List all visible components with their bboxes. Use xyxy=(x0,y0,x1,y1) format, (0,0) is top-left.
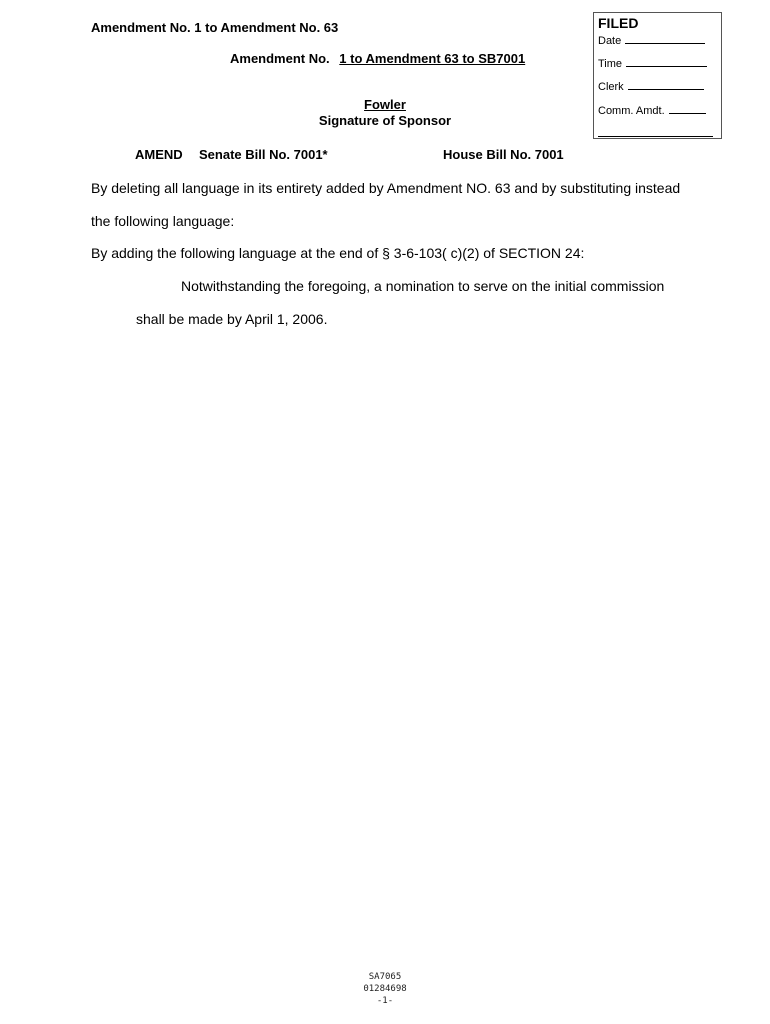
body-paragraph-2: By adding the following language at the end of § 3-6-103( c)(2) of SECTION 24: xyxy=(91,245,585,261)
inserted-text-line-1: Notwithstanding the foregoing, a nomination to serve on the initial commission xyxy=(181,278,665,294)
footer-number: 01284698 xyxy=(363,984,407,994)
senate-bill-number: Senate Bill No. 7001* xyxy=(199,147,328,162)
filed-date-row xyxy=(598,34,705,48)
sponsor-name: Fowler xyxy=(364,97,406,112)
filed-clerk-line xyxy=(628,80,704,90)
filed-signature-line xyxy=(598,136,713,137)
footer-code: SA7065 xyxy=(368,972,402,982)
filed-clerk-label: Clerk xyxy=(598,81,624,93)
filed-comm-amdt-line xyxy=(669,104,706,114)
filed-date-label: Date xyxy=(598,35,622,47)
sponsor-caption: Signature of Sponsor xyxy=(318,113,452,128)
body-paragraph-1-line-2: the following language: xyxy=(91,213,235,229)
filed-title: FILED xyxy=(598,15,639,31)
amendment-title: Amendment No. 1 to Amendment No. 63 xyxy=(91,20,339,35)
filed-date-line xyxy=(625,34,705,44)
filed-stamp xyxy=(593,12,722,139)
filed-clerk-row xyxy=(598,80,704,94)
body-paragraph-1-line-1: By deleting all language in its entirety added by Amendment NO. 63 and by substituting instead xyxy=(91,180,681,196)
footer-page-number: -1- xyxy=(376,996,394,1006)
amendment-number-line xyxy=(230,51,525,66)
filed-comm-amdt-label: Comm. Amdt. xyxy=(598,105,665,117)
filed-time-label: Time xyxy=(598,58,623,70)
inserted-text-line-2: shall be made by April 1, 2006. xyxy=(136,311,328,327)
amend-label: AMEND xyxy=(135,147,183,162)
filed-time-row xyxy=(598,57,707,71)
house-bill-number: House Bill No. 7001 xyxy=(443,147,564,162)
filed-comm-amdt-row xyxy=(598,104,706,118)
filed-time-line xyxy=(626,57,707,67)
amendment-number-label: Amendment No. xyxy=(230,51,330,66)
amendment-number-value: 1 to Amendment 63 to SB7001 xyxy=(339,51,526,66)
